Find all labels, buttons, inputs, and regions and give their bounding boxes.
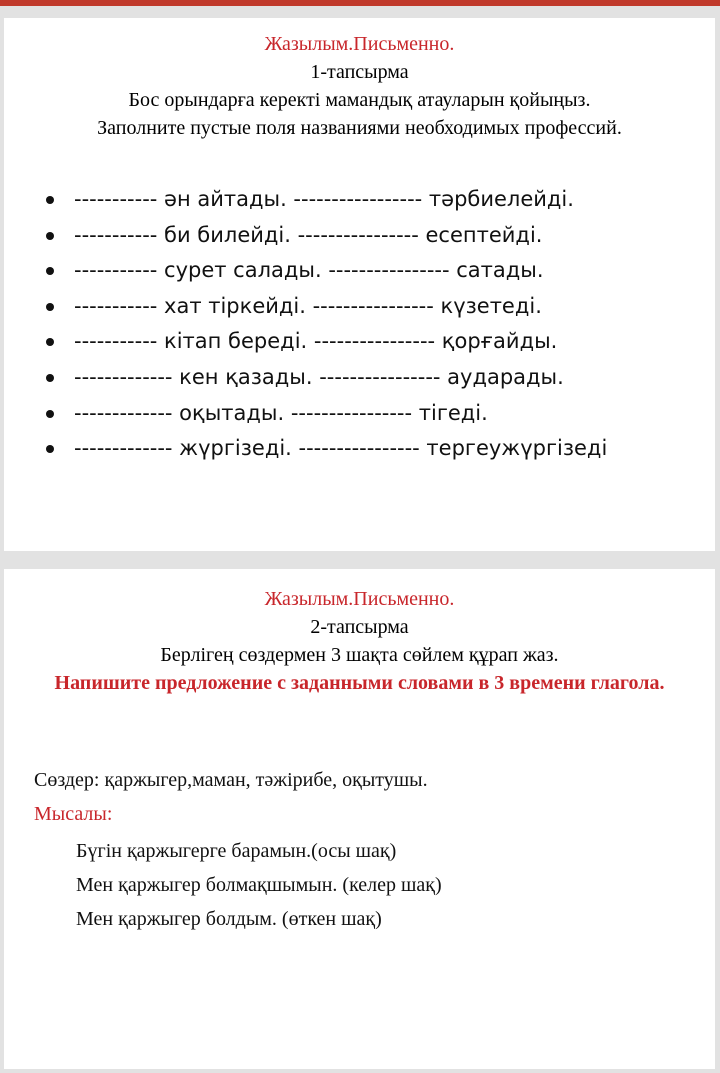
list-item: ----------- би билейді. ---------------- есептейді. [4,218,715,254]
task-2-heading-block [4,585,715,697]
instruction-ru: Заполните пустые поля названиями необходимых профессий. [97,117,622,139]
bullet-icon [46,196,54,204]
instruction-kz: Бос орындарға керекті мамандық атауларын қойыңыз. [128,89,591,111]
example-sentence: Мен қаржыгер болдым. (өткен шақ) [76,908,382,930]
fill-in-list [4,182,715,467]
word-list: Сөздер: қаржыгер,маман, тәжірибе, оқытушы. [34,769,428,791]
list-item: ----------- кітап береді. ---------------- қорғайды. [4,324,715,360]
list-item: ----------- хат тіркейді. ---------------- күзетеді. [4,289,715,325]
instruction-ru: Напишите предложение с заданными словами в 3 времени глагола. [54,672,665,694]
list-item: ------------- жүргізеді. ---------------- тергеужүргізеді [4,431,715,467]
task-1-heading-block [4,30,715,142]
example-sentence: Бүгін қаржыгерге барамын.(осы шақ) [76,840,397,862]
task-number: 1-тапсырма [310,61,409,83]
slide-header: Жазылым.Письменно. [264,33,455,55]
slide-task-2 [4,569,715,1069]
bullet-icon [46,303,54,311]
instruction-kz: Берлігең сөздермен 3 шақта сөйлем құрап жаз. [160,644,559,666]
bullet-icon [46,267,54,275]
bullet-icon [46,374,54,382]
example-label: Мысалы: [34,803,113,825]
top-accent-bar [0,0,720,6]
bullet-icon [46,445,54,453]
task-number: 2-тапсырма [310,616,409,638]
list-item: ------------- оқытады. ---------------- тігеді. [4,396,715,432]
slide-task-1 [4,18,715,551]
example-sentence: Мен қаржыгер болмақшымын. (келер шақ) [76,874,442,896]
bullet-icon [46,410,54,418]
bullet-icon [46,232,54,240]
list-item: ------------- кен қазады. ---------------- аударады. [4,360,715,396]
example-list [76,837,442,939]
bullet-icon [46,338,54,346]
list-item: ----------- сурет салады. ---------------- сатады. [4,253,715,289]
list-item: ----------- ән айтады. ----------------- тәрбиелейді. [4,182,715,218]
slide-header: Жазылым.Письменно. [264,588,455,610]
